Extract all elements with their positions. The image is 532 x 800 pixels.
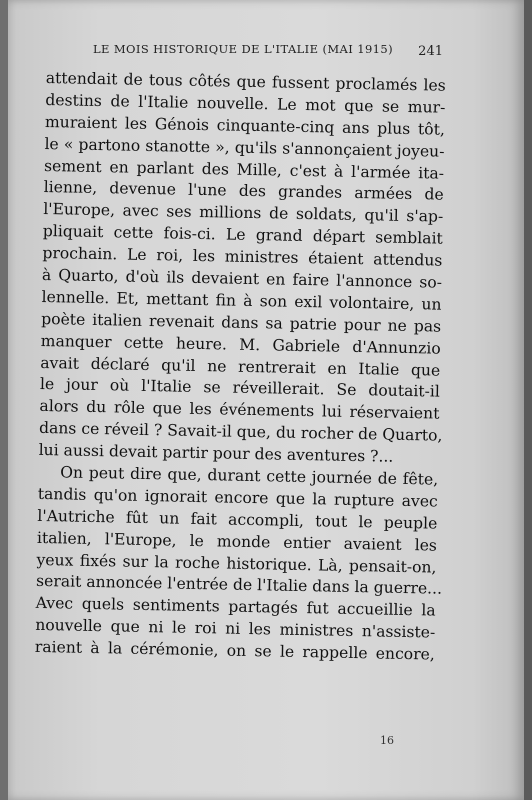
- text-line: raient à la cérémonie, on se le rappelle encore,: [34, 638, 435, 664]
- text-line: tandis qu'on ignorait encore que la rupture avec: [37, 484, 438, 511]
- text-line: l'Europe, avec ses millions de soldats, qu'il s'ap-: [43, 200, 444, 226]
- text-line: yeux fixés sur la roche historique. Là, pensait-on,: [36, 550, 437, 577]
- text-line: Avec quels sentiments partagés fut accueillie la: [35, 594, 436, 620]
- text-line: l'Autriche fût un fait accompli, tout le peuple: [37, 506, 438, 533]
- text-line: alors du rôle que les événements lui réservaient: [39, 397, 440, 423]
- text-line: destins de l'Italie nouvelle. Le mot que se mur-: [45, 90, 446, 117]
- running-head: LE MOIS HISTORIQUE DE L'ITALIE (MAI 1915): [93, 42, 393, 56]
- text-line: le jour où l'Italie se réveillerait. Se doutait-il: [39, 375, 441, 402]
- text-line: serait annoncée l'entrée de l'Italie dans la guerre...: [35, 572, 443, 599]
- page-header: [93, 40, 443, 60]
- text-line: lui aussi devait partir pour des aventures ?...: [38, 441, 394, 466]
- text-line: à Quarto, d'où ils devaient en faire l'annonce so-: [41, 265, 443, 292]
- text-line: poète italien revenait dans sa patrie pour ne pas: [41, 309, 442, 336]
- text-line: nouvelle que ni le roi ni les ministres n'assiste-: [35, 616, 436, 642]
- signature-mark: 16: [380, 734, 394, 747]
- text-line: avait déclaré qu'il ne rentrerait en Italie que: [40, 353, 441, 380]
- text-line: le « partono stanotte », qu'ils s'annonçaient joyeu-: [44, 134, 445, 161]
- book-page: [8, 0, 524, 800]
- text-line: muraient les Génois cinquante-cinq ans plus tôt,: [44, 112, 446, 139]
- text-line: manquer cette heure. M. Gabriele d'Annunzio: [40, 331, 441, 358]
- page-number: 241: [418, 44, 443, 59]
- text-line: attendait de tous côtés que fussent proclamés les: [45, 68, 446, 95]
- text-line: dans ce réveil ? Savait-il que, du rocher de Quarto,: [38, 419, 443, 445]
- text-line: pliquait cette fois-ci. Le grand départ semblait: [42, 222, 443, 248]
- text-line: prochain. Le roi, les ministres étaient attendus: [42, 244, 443, 270]
- body-text: [35, 68, 446, 667]
- text-line: On peut dire que, durant cette journée de fête,: [60, 463, 439, 489]
- text-line: lennelle. Et, mettant fin à son exil volontaire, un: [41, 287, 442, 314]
- text-line: lienne, devenue l'une des grandes armées de: [43, 178, 444, 205]
- book-spine-shadow: [524, 0, 532, 800]
- text-line: sement en parlant des Mille, c'est à l'armée ita-: [43, 156, 445, 183]
- text-line: italien, l'Europe, le monde entier avaient les: [36, 528, 438, 555]
